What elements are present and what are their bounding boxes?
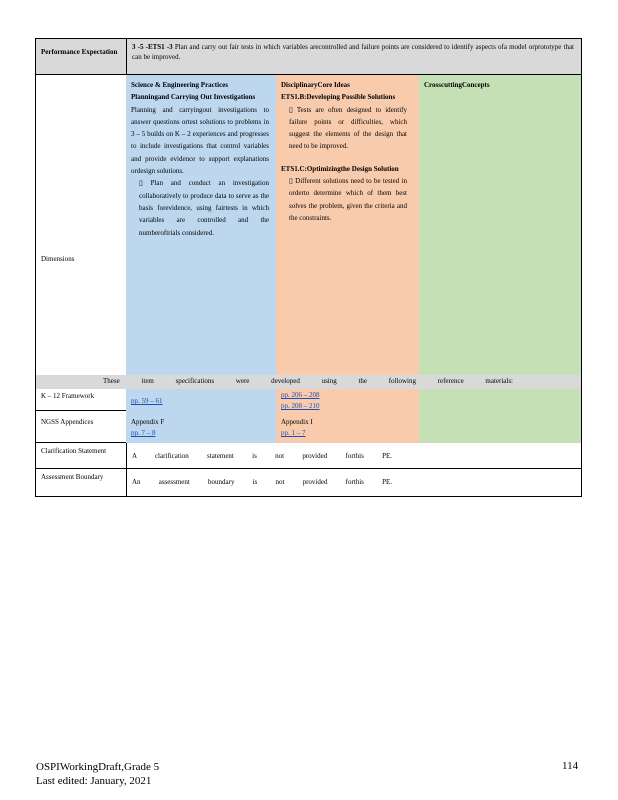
- ngss-label: NGSS Appendices: [41, 418, 94, 426]
- sep-framework-link[interactable]: pp. 59 – 61: [131, 397, 163, 405]
- framework-label: K – 12 Framework: [41, 392, 95, 400]
- cc-references: [419, 389, 581, 443]
- sep-subheader: Planningand Carrying Out Investigations: [131, 93, 256, 102]
- sep-appendix-link[interactable]: pp. 7 – 8: [131, 429, 156, 437]
- page-number: 114: [562, 760, 579, 772]
- sep-appendix: Appendix F: [131, 418, 165, 426]
- column-divider: [126, 443, 127, 469]
- dci-bullet-2: ▯ Different solutions need to be tested in orderto determine which of them best solves the problem, given the criteria and the constraints.: [289, 177, 407, 222]
- dci-appendix-link[interactable]: pp. 1 – 7: [281, 429, 306, 437]
- pe-text: [132, 42, 574, 62]
- sep-header: Science & Engineering Practices: [131, 81, 229, 89]
- pe-code: 3 -5 -ETS1 -3: [132, 43, 173, 51]
- dci-subheader-2: ETS1.C:Optimizingthe Design Solution: [281, 164, 399, 173]
- dci-header: DisciplinaryCore Ideas: [281, 81, 350, 89]
- sep-references: [126, 389, 276, 443]
- sep-paragraph: Planning and carryingout investigations to answer questions ortest solutions to problems in 3 – 5 builds on K – 2 experiences and progresses to include investigations that control variables and provide evidence to support explanations ordesign solutions.: [131, 105, 269, 176]
- crosscutting-column: [419, 75, 581, 411]
- references-row: [36, 389, 581, 443]
- dci-bullet-1: ▯ Tests are often designed to identify failure points or difficulties, which suggest the elements of the design that need to be improved.: [289, 105, 407, 151]
- clarification-label: Clarification Statement: [41, 447, 107, 455]
- pe-table: [35, 38, 582, 497]
- reference-note-row: [36, 375, 581, 389]
- assessment-row: [36, 469, 581, 496]
- footer-title: OSPIWorkingDraft,Grade 5: [36, 761, 160, 773]
- clarification-text: A clarification statement is not provided forthis PE.: [132, 452, 392, 460]
- assessment-text: An assessment boundary is not provided forthis PE.: [132, 478, 392, 486]
- column-divider: [126, 39, 127, 75]
- sep-bullet: ▯ Plan and conduct an investigation collaboratively to produce data to serve as the basis forevidence, using fairtests in which variables are controlled and the numberoftrials considered.: [139, 179, 269, 237]
- cc-header: CrosscuttingConcepts: [424, 81, 490, 89]
- clarification-row: [36, 443, 581, 469]
- dci-framework-link-1[interactable]: pp. 206 – 208: [281, 391, 320, 399]
- assessment-label: Assessment Boundary: [41, 473, 104, 481]
- pe-label: Performance Expectation: [41, 48, 118, 56]
- performance-expectation-row: [36, 39, 581, 75]
- dci-appendix: Appendix I: [281, 418, 313, 426]
- column-divider: [126, 469, 127, 496]
- dci-subheader-1: ETS1.B:Developing Possible Solutions: [281, 93, 396, 102]
- footer: [36, 760, 159, 788]
- footer-edited: Last edited: January, 2021: [36, 775, 152, 787]
- reference-note: These item specifications were developed using the following reference materials:: [103, 377, 513, 385]
- pe-description: Plan and carry out fair tests in which variables arecontrolled and failure points are considered to identify aspects ofa model orprototype that can be improved.: [132, 43, 575, 61]
- dci-references: [276, 389, 419, 443]
- dimensions-row: [36, 75, 581, 411]
- dimensions-label: Dimensions: [41, 255, 75, 263]
- science-practices-column: [126, 75, 276, 411]
- dci-framework-link-2[interactable]: pp. 208 – 210: [281, 402, 320, 410]
- core-ideas-column: [276, 75, 419, 411]
